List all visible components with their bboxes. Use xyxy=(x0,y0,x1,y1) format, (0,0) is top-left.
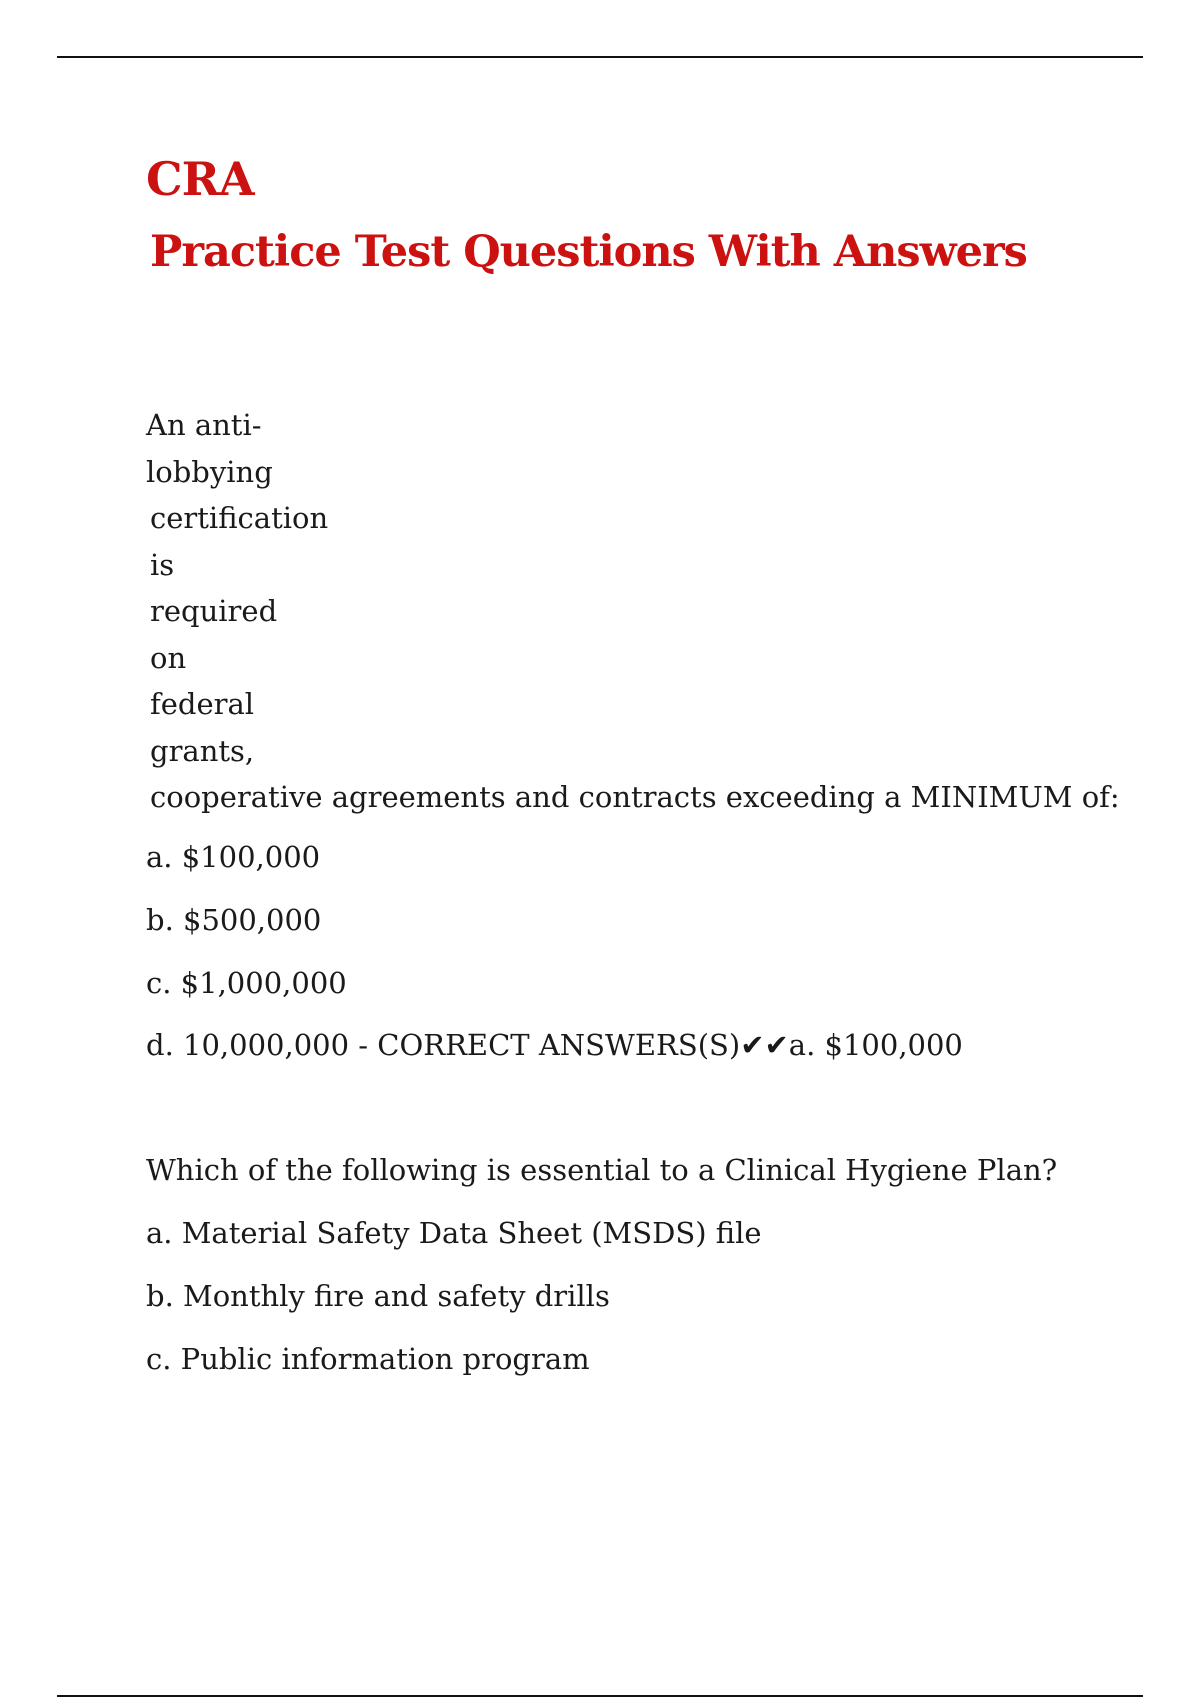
question-1-stem-word: lobbying xyxy=(146,454,273,489)
question-1-option-c: c. $1,000,000 xyxy=(146,966,347,1000)
question-1-option-a: a. $100,000 xyxy=(146,840,321,874)
question-1-stem-word: on xyxy=(150,640,187,675)
question-1-option-d-answer: d. 10,000,000 - CORRECT ANSWERS(S)✔✔a. $100,000 xyxy=(146,1028,963,1062)
question-1-stem-word: grants, xyxy=(150,733,255,768)
question-1-stem-word: federal xyxy=(150,687,255,721)
title-line-2: Practice Test Questions With Answers xyxy=(150,227,1027,277)
question-2-option-c: c. Public information program xyxy=(146,1342,590,1376)
document-title xyxy=(146,150,1027,280)
question-1-stem-word: An anti- xyxy=(146,408,262,442)
top-rule xyxy=(57,56,1143,58)
question-2-stem: Which of the following is essential to a Clinical Hygiene Plan? xyxy=(146,1153,1058,1187)
question-2-option-b: b. Monthly fire and safety drills xyxy=(146,1279,610,1313)
question-1-stem-last-line: cooperative agreements and contracts exceeding a MINIMUM of: xyxy=(150,780,1120,814)
question-1-stem-word: is xyxy=(150,547,175,582)
question-1-stem xyxy=(146,402,1120,821)
title-line-1: CRA xyxy=(146,152,254,206)
question-1-stem-word: certification xyxy=(150,501,329,535)
bottom-rule xyxy=(57,1695,1143,1697)
question-1-stem-word: required xyxy=(150,594,278,628)
question-2-option-a: a. Material Safety Data Sheet (MSDS) file xyxy=(146,1216,762,1250)
question-1-option-b: b. $500,000 xyxy=(146,903,322,937)
